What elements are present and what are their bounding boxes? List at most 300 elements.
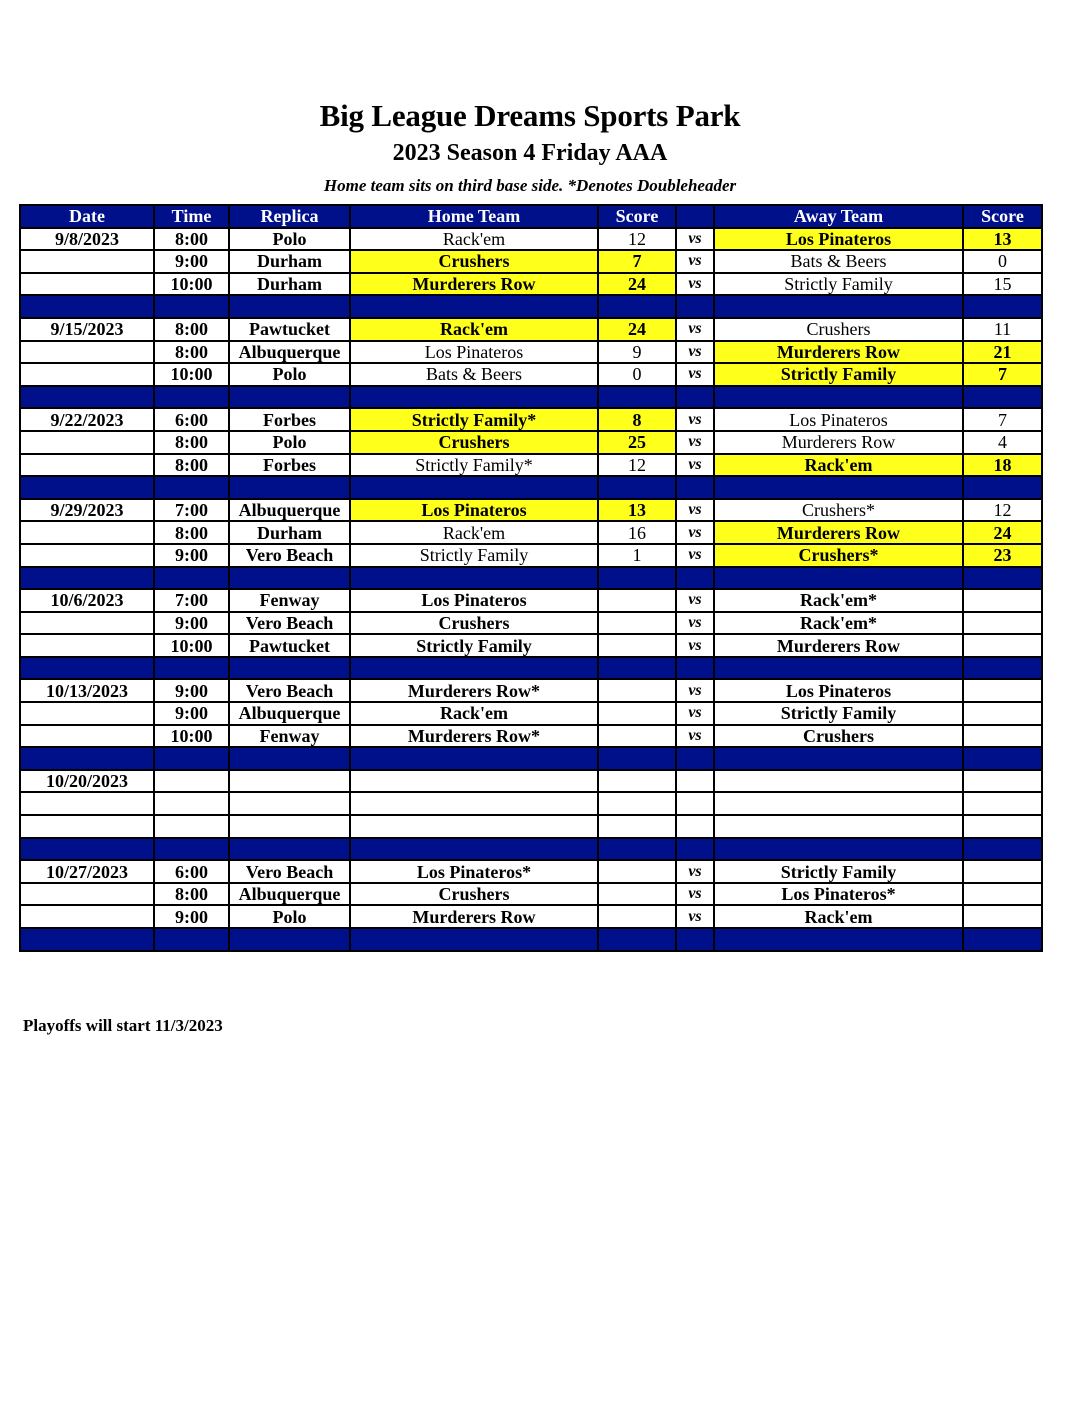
date-cell: 10/20/2023 — [20, 770, 154, 793]
separator-cell — [350, 838, 598, 861]
game-row — [20, 318, 1042, 341]
page-subtitle: 2023 Season 4 Friday AAA — [392, 140, 668, 166]
schedule-body — [20, 228, 1042, 951]
home-score-cell: 24 — [598, 273, 676, 296]
separator-cell — [963, 657, 1042, 680]
separator-cell — [154, 567, 229, 590]
separator-cell — [676, 386, 714, 409]
separator-cell — [676, 657, 714, 680]
time-cell: 10:00 — [154, 634, 229, 657]
home-score-cell: 16 — [598, 521, 676, 544]
away-score-cell: 15 — [963, 273, 1042, 296]
date-cell — [20, 363, 154, 386]
vs-cell: vs — [676, 589, 714, 612]
home-score-cell — [598, 612, 676, 635]
field-cell: Durham — [229, 521, 350, 544]
home-team-cell: Murderers Row* — [350, 679, 598, 702]
separator-cell — [154, 747, 229, 770]
separator-cell — [154, 657, 229, 680]
vs-cell: vs — [676, 544, 714, 567]
separator-cell — [714, 747, 963, 770]
time-cell — [154, 770, 229, 793]
separator-cell — [676, 476, 714, 499]
home-team-cell: Crushers — [350, 883, 598, 906]
week-separator-row — [20, 386, 1042, 409]
date-cell — [20, 273, 154, 296]
separator-cell — [714, 657, 963, 680]
home-team-cell: Strictly Family — [350, 544, 598, 567]
game-row — [20, 815, 1042, 838]
home-team-cell: Rack'em — [350, 521, 598, 544]
game-row — [20, 499, 1042, 522]
separator-cell — [963, 476, 1042, 499]
field-cell: Pawtucket — [229, 318, 350, 341]
separator-cell — [229, 386, 350, 409]
field-cell: Forbes — [229, 408, 350, 431]
away-team-cell: Rack'em — [714, 905, 963, 928]
away-score-cell — [963, 679, 1042, 702]
field-cell: Forbes — [229, 454, 350, 477]
away-score-cell: 7 — [963, 408, 1042, 431]
field-cell: Polo — [229, 905, 350, 928]
time-cell: 9:00 — [154, 612, 229, 635]
away-team-cell: Rack'em* — [714, 612, 963, 635]
away-score-cell — [963, 815, 1042, 838]
separator-cell — [963, 386, 1042, 409]
time-cell: 9:00 — [154, 250, 229, 273]
away-team-cell: Bats & Beers — [714, 250, 963, 273]
home-score-cell: 1 — [598, 544, 676, 567]
col-header-date: Date — [20, 205, 154, 228]
vs-cell — [676, 815, 714, 838]
away-team-cell: Crushers* — [714, 544, 963, 567]
home-score-cell — [598, 815, 676, 838]
col-header-vs — [676, 205, 714, 228]
home-score-cell: 7 — [598, 250, 676, 273]
col-header-home-score: Score — [598, 205, 676, 228]
date-cell — [20, 725, 154, 748]
game-row — [20, 725, 1042, 748]
away-score-cell — [963, 612, 1042, 635]
home-score-cell — [598, 634, 676, 657]
time-cell: 8:00 — [154, 454, 229, 477]
separator-cell — [598, 567, 676, 590]
away-team-cell: Murderers Row — [714, 521, 963, 544]
vs-cell — [676, 770, 714, 793]
date-cell — [20, 634, 154, 657]
separator-cell — [598, 386, 676, 409]
home-score-cell: 12 — [598, 454, 676, 477]
home-team-cell: Strictly Family — [350, 634, 598, 657]
schedule-table — [19, 204, 1043, 952]
date-cell: 9/8/2023 — [20, 228, 154, 251]
separator-cell — [154, 476, 229, 499]
date-cell — [20, 521, 154, 544]
away-score-cell — [963, 792, 1042, 815]
home-team-cell: Strictly Family* — [350, 408, 598, 431]
game-row — [20, 770, 1042, 793]
vs-cell: vs — [676, 679, 714, 702]
home-team-cell — [350, 770, 598, 793]
separator-cell — [714, 567, 963, 590]
separator-cell — [20, 476, 154, 499]
game-row — [20, 883, 1042, 906]
separator-cell — [350, 567, 598, 590]
date-cell: 10/27/2023 — [20, 860, 154, 883]
date-cell: 9/15/2023 — [20, 318, 154, 341]
away-score-cell: 13 — [963, 228, 1042, 251]
date-cell — [20, 883, 154, 906]
field-cell — [229, 815, 350, 838]
separator-cell — [714, 295, 963, 318]
date-cell — [20, 431, 154, 454]
vs-cell: vs — [676, 341, 714, 364]
away-team-cell: Crushers* — [714, 499, 963, 522]
home-team-cell — [350, 792, 598, 815]
separator-cell — [20, 386, 154, 409]
away-team-cell: Strictly Family — [714, 702, 963, 725]
col-header-away-team: Away Team — [714, 205, 963, 228]
separator-cell — [350, 657, 598, 680]
date-cell — [20, 250, 154, 273]
away-team-cell — [714, 815, 963, 838]
field-cell: Durham — [229, 250, 350, 273]
week-separator-row — [20, 838, 1042, 861]
time-cell: 6:00 — [154, 408, 229, 431]
separator-cell — [350, 928, 598, 951]
separator-cell — [350, 747, 598, 770]
table-header-row — [20, 205, 1042, 228]
separator-cell — [714, 838, 963, 861]
date-cell: 10/13/2023 — [20, 679, 154, 702]
game-row — [20, 860, 1042, 883]
separator-cell — [598, 928, 676, 951]
away-team-cell: Strictly Family — [714, 860, 963, 883]
home-score-cell — [598, 770, 676, 793]
field-cell — [229, 770, 350, 793]
separator-cell — [676, 747, 714, 770]
field-cell: Durham — [229, 273, 350, 296]
home-team-cell: Crushers — [350, 250, 598, 273]
week-separator-row — [20, 295, 1042, 318]
away-score-cell — [963, 770, 1042, 793]
home-score-cell: 13 — [598, 499, 676, 522]
vs-cell: vs — [676, 431, 714, 454]
week-separator-row — [20, 747, 1042, 770]
home-team-cell: Los Pinateros — [350, 341, 598, 364]
time-cell: 10:00 — [154, 363, 229, 386]
game-row — [20, 792, 1042, 815]
home-team-cell: Rack'em — [350, 318, 598, 341]
separator-cell — [20, 657, 154, 680]
date-cell: 9/22/2023 — [20, 408, 154, 431]
home-score-cell — [598, 589, 676, 612]
vs-cell: vs — [676, 905, 714, 928]
separator-cell — [676, 838, 714, 861]
home-team-cell: Bats & Beers — [350, 363, 598, 386]
away-score-cell — [963, 905, 1042, 928]
col-header-replica: Replica — [229, 205, 350, 228]
game-row — [20, 228, 1042, 251]
time-cell: 10:00 — [154, 273, 229, 296]
separator-cell — [598, 747, 676, 770]
away-score-cell: 4 — [963, 431, 1042, 454]
away-team-cell: Crushers — [714, 725, 963, 748]
game-row — [20, 431, 1042, 454]
time-cell: 9:00 — [154, 905, 229, 928]
time-cell: 8:00 — [154, 883, 229, 906]
away-score-cell — [963, 860, 1042, 883]
time-cell: 9:00 — [154, 679, 229, 702]
date-cell — [20, 815, 154, 838]
time-cell: 9:00 — [154, 702, 229, 725]
away-score-cell — [963, 589, 1042, 612]
home-team-cell: Murderers Row — [350, 905, 598, 928]
separator-cell — [963, 928, 1042, 951]
time-cell: 8:00 — [154, 431, 229, 454]
vs-cell: vs — [676, 318, 714, 341]
col-header-away-score: Score — [963, 205, 1042, 228]
home-score-cell — [598, 702, 676, 725]
separator-cell — [598, 476, 676, 499]
game-row — [20, 273, 1042, 296]
away-score-cell: 0 — [963, 250, 1042, 273]
vs-cell: vs — [676, 702, 714, 725]
vs-cell: vs — [676, 860, 714, 883]
time-cell: 8:00 — [154, 228, 229, 251]
separator-cell — [350, 386, 598, 409]
week-separator-row — [20, 657, 1042, 680]
separator-cell — [20, 295, 154, 318]
vs-cell: vs — [676, 363, 714, 386]
separator-cell — [714, 928, 963, 951]
separator-cell — [20, 747, 154, 770]
home-score-cell: 24 — [598, 318, 676, 341]
separator-cell — [20, 928, 154, 951]
vs-cell: vs — [676, 408, 714, 431]
field-cell: Albuquerque — [229, 499, 350, 522]
field-cell: Vero Beach — [229, 860, 350, 883]
away-score-cell — [963, 702, 1042, 725]
home-team-cell: Rack'em — [350, 228, 598, 251]
away-score-cell: 21 — [963, 341, 1042, 364]
separator-cell — [154, 295, 229, 318]
field-cell: Polo — [229, 228, 350, 251]
field-cell: Albuquerque — [229, 883, 350, 906]
home-score-cell — [598, 792, 676, 815]
home-team-cell: Crushers — [350, 431, 598, 454]
time-cell: 8:00 — [154, 521, 229, 544]
separator-cell — [676, 567, 714, 590]
separator-cell — [229, 476, 350, 499]
date-cell — [20, 341, 154, 364]
separator-cell — [676, 295, 714, 318]
home-team-cell — [350, 815, 598, 838]
playoffs-note: Playoffs will start 11/3/2023 — [23, 1016, 223, 1035]
date-cell: 9/29/2023 — [20, 499, 154, 522]
separator-cell — [229, 295, 350, 318]
away-team-cell: Murderers Row — [714, 634, 963, 657]
time-cell: 7:00 — [154, 589, 229, 612]
vs-cell: vs — [676, 499, 714, 522]
game-row — [20, 702, 1042, 725]
separator-cell — [598, 295, 676, 318]
away-team-cell: Los Pinateros* — [714, 883, 963, 906]
time-cell: 6:00 — [154, 860, 229, 883]
time-cell: 8:00 — [154, 341, 229, 364]
home-score-cell — [598, 860, 676, 883]
away-team-cell: Rack'em — [714, 454, 963, 477]
separator-cell — [714, 476, 963, 499]
field-cell: Fenway — [229, 725, 350, 748]
home-team-cell: Murderers Row — [350, 273, 598, 296]
game-row — [20, 589, 1042, 612]
home-team-cell: Crushers — [350, 612, 598, 635]
date-cell — [20, 454, 154, 477]
time-cell: 9:00 — [154, 544, 229, 567]
game-row — [20, 454, 1042, 477]
date-cell — [20, 792, 154, 815]
field-cell — [229, 792, 350, 815]
home-team-cell: Los Pinateros* — [350, 860, 598, 883]
separator-cell — [229, 838, 350, 861]
separator-cell — [714, 386, 963, 409]
vs-cell: vs — [676, 521, 714, 544]
schedule-note: Home team sits on third base side. *Denotes Doubleheader — [323, 176, 737, 195]
vs-cell — [676, 792, 714, 815]
date-cell — [20, 702, 154, 725]
away-team-cell: Los Pinateros — [714, 408, 963, 431]
away-team-cell: Murderers Row — [714, 341, 963, 364]
away-score-cell: 11 — [963, 318, 1042, 341]
page-title: Big League Dreams Sports Park — [319, 98, 741, 133]
date-cell: 10/6/2023 — [20, 589, 154, 612]
time-cell: 8:00 — [154, 318, 229, 341]
vs-cell: vs — [676, 454, 714, 477]
field-cell: Polo — [229, 431, 350, 454]
separator-cell — [154, 386, 229, 409]
field-cell: Pawtucket — [229, 634, 350, 657]
home-team-cell: Los Pinateros — [350, 499, 598, 522]
time-cell — [154, 815, 229, 838]
game-row — [20, 408, 1042, 431]
field-cell: Vero Beach — [229, 612, 350, 635]
home-team-cell: Rack'em — [350, 702, 598, 725]
separator-cell — [20, 567, 154, 590]
col-header-time: Time — [154, 205, 229, 228]
separator-cell — [20, 838, 154, 861]
away-team-cell — [714, 770, 963, 793]
away-team-cell: Murderers Row — [714, 431, 963, 454]
away-score-cell: 18 — [963, 454, 1042, 477]
game-row — [20, 905, 1042, 928]
away-score-cell — [963, 883, 1042, 906]
time-cell: 10:00 — [154, 725, 229, 748]
home-score-cell — [598, 905, 676, 928]
week-separator-row — [20, 476, 1042, 499]
separator-cell — [154, 838, 229, 861]
separator-cell — [229, 747, 350, 770]
away-score-cell: 12 — [963, 499, 1042, 522]
game-row — [20, 341, 1042, 364]
separator-cell — [963, 295, 1042, 318]
week-separator-row — [20, 567, 1042, 590]
separator-cell — [154, 928, 229, 951]
home-score-cell — [598, 679, 676, 702]
separator-cell — [963, 838, 1042, 861]
home-score-cell: 0 — [598, 363, 676, 386]
vs-cell: vs — [676, 228, 714, 251]
game-row — [20, 363, 1042, 386]
away-team-cell: Strictly Family — [714, 273, 963, 296]
home-score-cell: 12 — [598, 228, 676, 251]
home-score-cell: 9 — [598, 341, 676, 364]
home-team-cell: Murderers Row* — [350, 725, 598, 748]
vs-cell: vs — [676, 725, 714, 748]
separator-cell — [963, 747, 1042, 770]
separator-cell — [229, 928, 350, 951]
game-row — [20, 544, 1042, 567]
separator-cell — [229, 567, 350, 590]
separator-cell — [676, 928, 714, 951]
field-cell: Albuquerque — [229, 341, 350, 364]
col-header-home-team: Home Team — [350, 205, 598, 228]
time-cell: 7:00 — [154, 499, 229, 522]
separator-cell — [350, 476, 598, 499]
time-cell — [154, 792, 229, 815]
home-team-cell: Los Pinateros — [350, 589, 598, 612]
vs-cell: vs — [676, 883, 714, 906]
separator-cell — [963, 567, 1042, 590]
separator-cell — [229, 657, 350, 680]
vs-cell: vs — [676, 634, 714, 657]
game-row — [20, 634, 1042, 657]
field-cell: Polo — [229, 363, 350, 386]
away-score-cell: 7 — [963, 363, 1042, 386]
field-cell: Fenway — [229, 589, 350, 612]
date-cell — [20, 905, 154, 928]
home-team-cell: Strictly Family* — [350, 454, 598, 477]
home-score-cell — [598, 725, 676, 748]
away-team-cell — [714, 792, 963, 815]
field-cell: Albuquerque — [229, 702, 350, 725]
home-score-cell: 8 — [598, 408, 676, 431]
away-score-cell: 24 — [963, 521, 1042, 544]
game-row — [20, 679, 1042, 702]
away-team-cell: Rack'em* — [714, 589, 963, 612]
separator-cell — [598, 657, 676, 680]
separator-cell — [350, 295, 598, 318]
vs-cell: vs — [676, 273, 714, 296]
field-cell: Vero Beach — [229, 544, 350, 567]
away-team-cell: Los Pinateros — [714, 228, 963, 251]
home-score-cell: 25 — [598, 431, 676, 454]
week-separator-row — [20, 928, 1042, 951]
date-cell — [20, 612, 154, 635]
vs-cell: vs — [676, 250, 714, 273]
game-row — [20, 250, 1042, 273]
away-team-cell: Crushers — [714, 318, 963, 341]
home-score-cell — [598, 883, 676, 906]
away-team-cell: Strictly Family — [714, 363, 963, 386]
away-score-cell: 23 — [963, 544, 1042, 567]
away-score-cell — [963, 725, 1042, 748]
vs-cell: vs — [676, 612, 714, 635]
away-team-cell: Los Pinateros — [714, 679, 963, 702]
game-row — [20, 521, 1042, 544]
separator-cell — [598, 838, 676, 861]
date-cell — [20, 544, 154, 567]
